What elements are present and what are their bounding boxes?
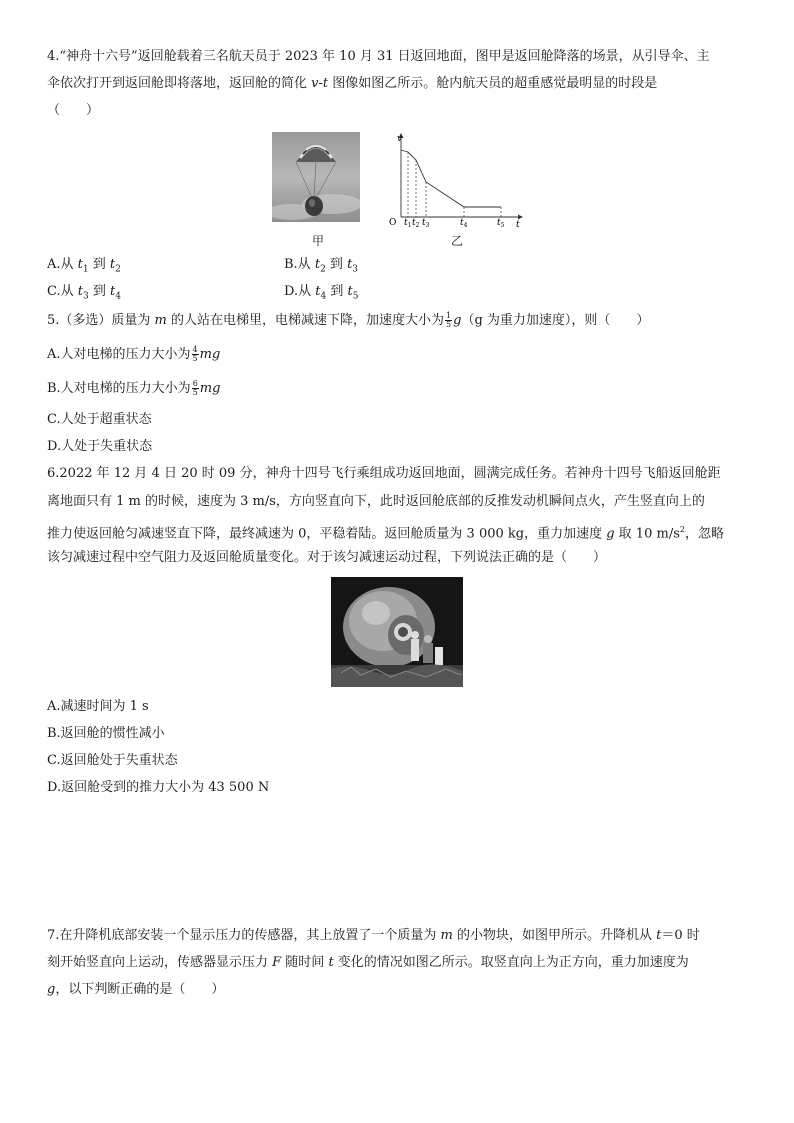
tick-t1: $t_1$ (404, 218, 412, 227)
q6-option-b: B.返回舱的惯性减小 (47, 726, 165, 741)
q6-line-4: 该匀减速过程中空气阻力及返回舱质量变化。对于该匀减速运动过程，下列说法正确的是（ ） (47, 550, 607, 565)
tick-t4: $t_4$ (460, 218, 468, 227)
vt-graph (386, 132, 526, 227)
q4-option-c: C.从 $t_3$ 到 $t_4$ (47, 284, 121, 302)
q6-line-3: 推力使返回舱匀减速竖直下降，最终减速为 0，平稳着陆。返回舱质量为 3 000 kg，重力加速度 g 取 10 $m/s^2$，忽略 (47, 525, 724, 542)
q7-line-3: g，以下判断正确的是（ ） (47, 982, 225, 997)
q5-option-c: C.人处于超重状态 (47, 412, 152, 427)
figure-b-caption: 乙 (451, 234, 464, 248)
q4-option-b: B.从 $t_2$ 到 $t_3$ (284, 257, 359, 275)
tick-t5: $t_5$ (497, 218, 505, 227)
q6-option-d: D.返回舱受到的推力大小为 43 500 N (47, 780, 270, 795)
vt-curve (401, 150, 501, 207)
v-axis-label: v (397, 134, 403, 144)
q7-line-1: 7.在升降机底部安装一个显示压力的传感器，其上放置了一个质量为 m 的小物块，如图甲所示。升降机从 t＝0 时 (47, 928, 700, 943)
q7-line-2: 刻开始竖直向上运动，传感器显示压力 F 随时间 t 变化的情况如图乙所示。取竖直向上为正方向，重力加速度为 (47, 955, 689, 970)
q6-option-a: A.减速时间为 1 s (47, 699, 149, 714)
q5-option-d: D.人处于失重状态 (47, 439, 153, 454)
q4-line-2: 伞依次打开到返回舱即将落地，返回舱的简化 v-t 图像如图乙所示。舱内航天员的超重感觉最明显的时段是 (47, 76, 658, 91)
q4-option-a: A.从 $t_1$ 到 $t_2$ (47, 257, 121, 275)
figure-a-caption: 甲 (312, 234, 325, 248)
q5-stem: 5.（多选）质量为 m 的人站在电梯里，电梯减速下降，加速度大小为 $\frac{1}{5}$ g（g 为重力加速度），则（ ） (47, 311, 650, 329)
q4-line-1: 4.“神舟十六号”返回舱载着三名航天员于 2023 年 10 月 31 日返回地面，图甲是返回舱降落的场景，从引导伞、主 (47, 49, 710, 64)
t-axis-label: t (516, 220, 520, 227)
capsule-parachute-photo (272, 132, 360, 222)
q5-option-b: B.人对电梯的压力大小为 $\frac{6}{5}$ mg (47, 379, 221, 397)
landed-capsule-photo (331, 577, 463, 687)
q6-line-1: 6.2022 年 12 月 4 日 20 时 09 分，神舟十四号飞行乘组成功返回地面，圆满完成任务。若神舟十四号飞船返回舱距 (47, 466, 721, 481)
tick-t2: $t_2$ (412, 218, 420, 227)
q6-option-c: C.返回舱处于失重状态 (47, 753, 178, 768)
q6-line-2: 离地面只有 1 m 的时候，速度为 3 m/s，方向竖直向下，此时返回舱底部的反推发动机瞬间点火，产生竖直向上的 (47, 494, 705, 509)
q4-option-d: D.从 $t_4$ 到 $t_5$ (284, 284, 359, 302)
origin-label: O (389, 218, 397, 227)
tick-t3: $t_3$ (422, 218, 430, 227)
q5-option-a: A.人对电梯的压力大小为 $\frac{4}{5}$ mg (47, 345, 221, 363)
q4-answer-paren: （ ） (47, 103, 100, 118)
